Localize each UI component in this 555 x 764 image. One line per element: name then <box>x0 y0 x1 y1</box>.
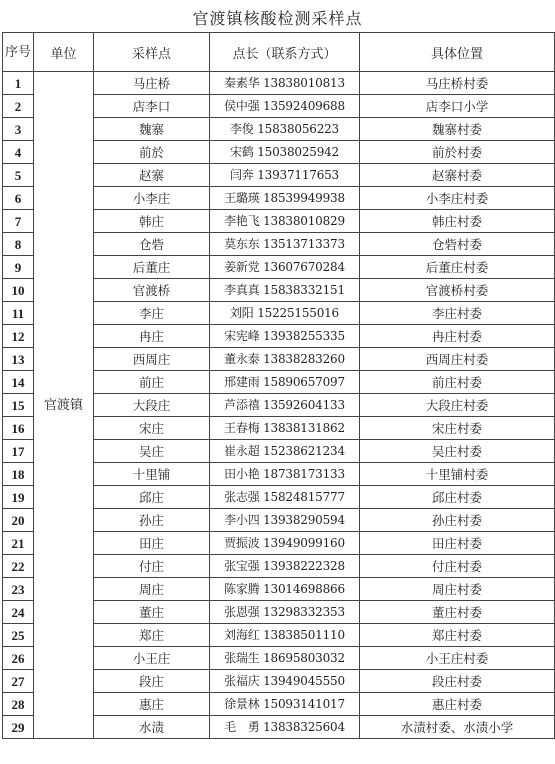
row-index: 17 <box>3 440 34 463</box>
location-cell: 水渍村委、水渍小学 <box>360 716 555 739</box>
header-index: 序号 <box>3 33 34 72</box>
row-index: 14 <box>3 371 34 394</box>
location-cell: 店李口小学 <box>360 95 555 118</box>
row-index: 11 <box>3 302 34 325</box>
row-index: 23 <box>3 578 34 601</box>
site-cell: 韩庄 <box>94 210 210 233</box>
site-cell: 小李庄 <box>94 187 210 210</box>
header-head: 点长（联系方式） <box>210 33 360 72</box>
head-contact-cell: 贾振波 13949099160 <box>210 532 360 555</box>
row-index: 1 <box>3 72 34 95</box>
location-cell: 小李庄村委 <box>360 187 555 210</box>
head-contact-cell: 莫东东 13513713373 <box>210 233 360 256</box>
location-cell: 魏寨村委 <box>360 118 555 141</box>
location-cell: 官渡桥村委 <box>360 279 555 302</box>
row-index: 26 <box>3 647 34 670</box>
location-cell: 董庄村委 <box>360 601 555 624</box>
head-contact-cell: 李真真 15838332151 <box>210 279 360 302</box>
site-cell: 田庄 <box>94 532 210 555</box>
head-contact-cell: 张瑞生 18695803032 <box>210 647 360 670</box>
row-index: 27 <box>3 670 34 693</box>
row-index: 24 <box>3 601 34 624</box>
head-contact-cell: 田小艳 18738173133 <box>210 463 360 486</box>
head-contact-cell: 闫奔 13937117653 <box>210 164 360 187</box>
location-cell: 前庄村委 <box>360 371 555 394</box>
row-index: 8 <box>3 233 34 256</box>
head-contact-cell: 张志强 15824815777 <box>210 486 360 509</box>
head-contact-cell: 宋宪峰 13938255335 <box>210 325 360 348</box>
head-contact-cell: 姜新党 13607670284 <box>210 256 360 279</box>
location-cell: 段庄村委 <box>360 670 555 693</box>
head-contact-cell: 刘海红 13838501110 <box>210 624 360 647</box>
unit-cell: 官渡镇 <box>34 72 94 739</box>
site-cell: 西周庄 <box>94 348 210 371</box>
row-index: 10 <box>3 279 34 302</box>
row-index: 4 <box>3 141 34 164</box>
location-cell: 付庄村委 <box>360 555 555 578</box>
head-contact-cell: 刘阳 15225155016 <box>210 302 360 325</box>
location-cell: 赵寨村委 <box>360 164 555 187</box>
location-cell: 李庄村委 <box>360 302 555 325</box>
location-cell: 西周庄村委 <box>360 348 555 371</box>
head-contact-cell: 秦素华 13838010813 <box>210 72 360 95</box>
head-contact-cell: 侯中强 13592409688 <box>210 95 360 118</box>
head-contact-cell: 张恩强 13298332353 <box>210 601 360 624</box>
row-index: 7 <box>3 210 34 233</box>
head-contact-cell: 董永泰 13838283260 <box>210 348 360 371</box>
table-header-row <box>3 33 555 72</box>
head-contact-cell: 王璐瑛 18539949938 <box>210 187 360 210</box>
site-cell: 店李口 <box>94 95 210 118</box>
location-cell: 大段庄村委 <box>360 394 555 417</box>
row-index: 18 <box>3 463 34 486</box>
location-cell: 吴庄村委 <box>360 440 555 463</box>
site-cell: 后董庄 <box>94 256 210 279</box>
site-cell: 小王庄 <box>94 647 210 670</box>
site-cell: 前庄 <box>94 371 210 394</box>
row-index: 28 <box>3 693 34 716</box>
row-index: 13 <box>3 348 34 371</box>
location-cell: 郑庄村委 <box>360 624 555 647</box>
header-unit: 单位 <box>34 33 94 72</box>
sampling-sites-table <box>2 32 555 739</box>
site-cell: 郑庄 <box>94 624 210 647</box>
site-cell: 付庄 <box>94 555 210 578</box>
location-cell: 韩庄村委 <box>360 210 555 233</box>
row-index: 29 <box>3 716 34 739</box>
location-cell: 前於村委 <box>360 141 555 164</box>
head-contact-cell: 徐景林 15093141017 <box>210 693 360 716</box>
row-index: 19 <box>3 486 34 509</box>
head-contact-cell: 张福庆 13949045550 <box>210 670 360 693</box>
location-cell: 孙庄村委 <box>360 509 555 532</box>
site-cell: 前於 <box>94 141 210 164</box>
table-row <box>3 72 555 95</box>
site-cell: 十里铺 <box>94 463 210 486</box>
site-cell: 冉庄 <box>94 325 210 348</box>
location-cell: 十里铺村委 <box>360 463 555 486</box>
location-cell: 周庄村委 <box>360 578 555 601</box>
row-index: 6 <box>3 187 34 210</box>
site-cell: 马庄桥 <box>94 72 210 95</box>
location-cell: 后董庄村委 <box>360 256 555 279</box>
head-contact-cell: 李艳飞 13838010829 <box>210 210 360 233</box>
row-index: 12 <box>3 325 34 348</box>
site-cell: 吴庄 <box>94 440 210 463</box>
head-contact-cell: 邢建雨 15890657097 <box>210 371 360 394</box>
head-contact-cell: 李小四 13938290594 <box>210 509 360 532</box>
head-contact-cell: 王春梅 13838131862 <box>210 417 360 440</box>
location-cell: 小王庄村委 <box>360 647 555 670</box>
row-index: 21 <box>3 532 34 555</box>
location-cell: 马庄桥村委 <box>360 72 555 95</box>
header-location: 具体位置 <box>360 33 555 72</box>
header-site: 采样点 <box>94 33 210 72</box>
head-contact-cell: 崔永超 15238621234 <box>210 440 360 463</box>
location-cell: 惠庄村委 <box>360 693 555 716</box>
head-contact-cell: 李俊 15838056223 <box>210 118 360 141</box>
row-index: 25 <box>3 624 34 647</box>
row-index: 2 <box>3 95 34 118</box>
head-contact-cell: 陈家腾 13014698866 <box>210 578 360 601</box>
site-cell: 李庄 <box>94 302 210 325</box>
site-cell: 大段庄 <box>94 394 210 417</box>
site-cell: 官渡桥 <box>94 279 210 302</box>
site-cell: 孙庄 <box>94 509 210 532</box>
row-index: 16 <box>3 417 34 440</box>
location-cell: 仓砦村委 <box>360 233 555 256</box>
site-cell: 邱庄 <box>94 486 210 509</box>
row-index: 3 <box>3 118 34 141</box>
site-cell: 惠庄 <box>94 693 210 716</box>
location-cell: 冉庄村委 <box>360 325 555 348</box>
site-cell: 魏寨 <box>94 118 210 141</box>
site-cell: 董庄 <box>94 601 210 624</box>
head-contact-cell: 张宝强 13938222328 <box>210 555 360 578</box>
head-contact-cell: 毛 勇 13838325604 <box>210 716 360 739</box>
site-cell: 宋庄 <box>94 417 210 440</box>
site-cell: 水渍 <box>94 716 210 739</box>
site-cell: 赵寨 <box>94 164 210 187</box>
page-title: 官渡镇核酸检测采样点 <box>192 9 363 28</box>
row-index: 5 <box>3 164 34 187</box>
site-cell: 周庄 <box>94 578 210 601</box>
site-cell: 段庄 <box>94 670 210 693</box>
head-contact-cell: 宋鹤 15038025942 <box>210 141 360 164</box>
location-cell: 田庄村委 <box>360 532 555 555</box>
row-index: 9 <box>3 256 34 279</box>
row-index: 22 <box>3 555 34 578</box>
site-cell: 仓砦 <box>94 233 210 256</box>
row-index: 15 <box>3 394 34 417</box>
row-index: 20 <box>3 509 34 532</box>
location-cell: 宋庄村委 <box>360 417 555 440</box>
location-cell: 邱庄村委 <box>360 486 555 509</box>
head-contact-cell: 芦添禧 13592604133 <box>210 394 360 417</box>
